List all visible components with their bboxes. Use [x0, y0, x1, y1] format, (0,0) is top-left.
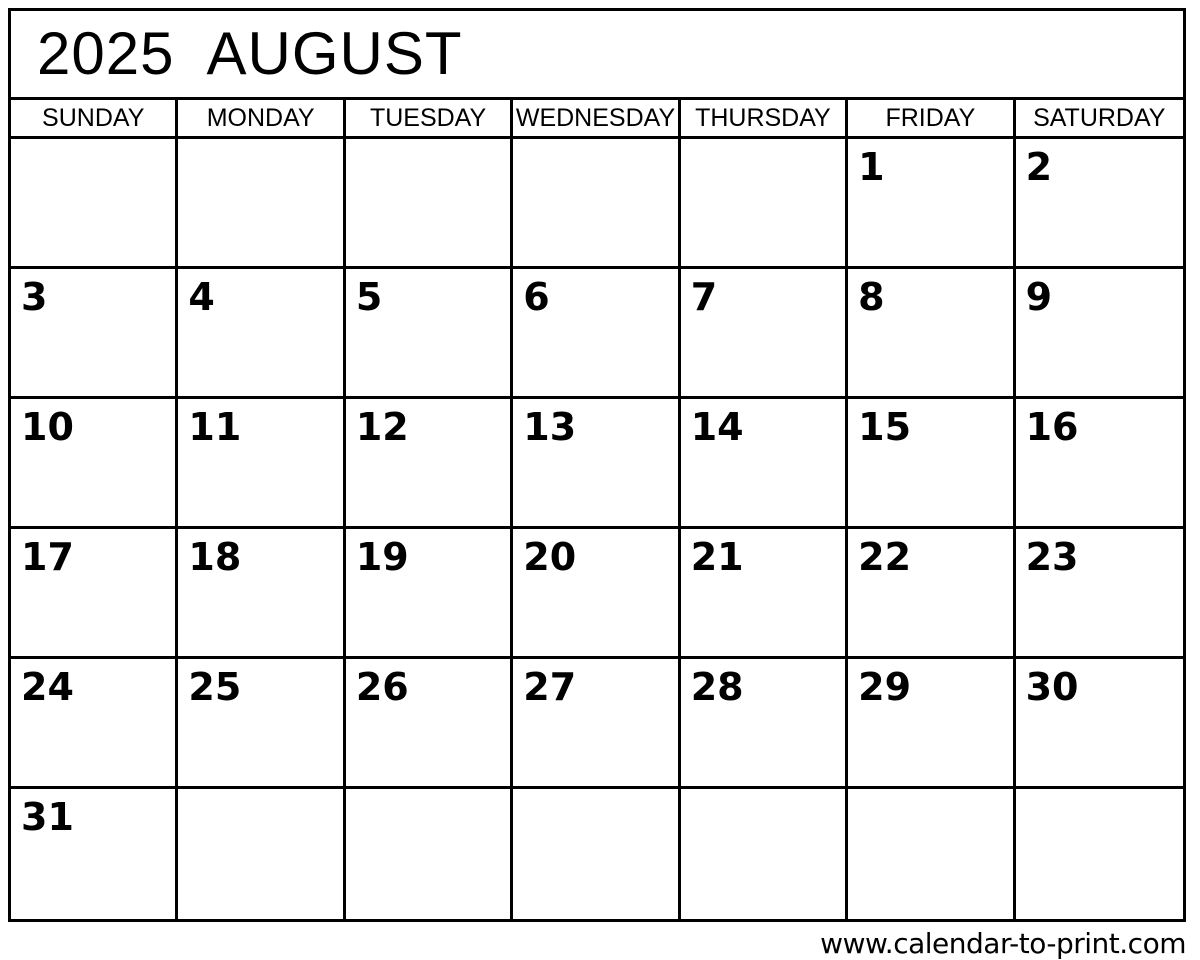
- day-cell[interactable]: [1016, 659, 1183, 786]
- website-url: www.calendar-to-print.com: [820, 927, 1186, 960]
- day-number: 16: [1025, 405, 1079, 449]
- day-number: 18: [188, 535, 242, 579]
- day-number: 17: [21, 535, 74, 579]
- day-cell[interactable]: [178, 789, 345, 919]
- day-cell[interactable]: [178, 399, 345, 526]
- weekday-header-row: [11, 100, 1183, 139]
- day-number: 14: [690, 405, 744, 449]
- day-number: 15: [858, 405, 912, 449]
- day-number: 26: [355, 665, 409, 709]
- day-number: 30: [1025, 665, 1079, 709]
- calendar-week-row: [11, 789, 1183, 919]
- day-cell[interactable]: [11, 269, 178, 396]
- day-cell[interactable]: [1016, 399, 1183, 526]
- day-number: 24: [21, 665, 74, 709]
- day-cell[interactable]: [11, 139, 178, 266]
- day-cell[interactable]: [346, 789, 513, 919]
- day-number: 6: [523, 275, 550, 319]
- day-number: 9: [1025, 275, 1053, 319]
- day-cell[interactable]: [11, 789, 178, 919]
- day-number: 22: [858, 535, 912, 579]
- day-number: 3: [21, 275, 48, 319]
- calendar-weeks: [11, 139, 1183, 919]
- day-cell[interactable]: [848, 269, 1015, 396]
- weekday-saturday: SATURDAY: [1033, 103, 1166, 132]
- day-number: 10: [21, 405, 74, 449]
- day-cell[interactable]: [681, 139, 848, 266]
- weekday-friday: FRIDAY: [848, 100, 1015, 136]
- day-cell[interactable]: [11, 399, 178, 526]
- weekday-wednesday: WEDNESDAY: [513, 100, 680, 136]
- day-number: 1: [858, 145, 885, 189]
- day-cell[interactable]: [1016, 139, 1183, 266]
- day-cell[interactable]: [346, 659, 513, 786]
- day-cell[interactable]: [513, 139, 680, 266]
- day-cell[interactable]: [681, 269, 848, 396]
- calendar-week-row: [11, 659, 1183, 789]
- day-cell[interactable]: [848, 139, 1015, 266]
- day-number: 21: [690, 535, 744, 579]
- calendar-week-row: [11, 139, 1183, 269]
- weekday-sunday: SUNDAY: [11, 100, 178, 136]
- day-cell[interactable]: [681, 789, 848, 919]
- day-cell[interactable]: [513, 789, 680, 919]
- calendar-table: [8, 8, 1186, 922]
- day-cell[interactable]: [178, 529, 345, 656]
- day-cell[interactable]: [346, 399, 513, 526]
- day-cell[interactable]: [178, 659, 345, 786]
- day-number: 19: [355, 535, 409, 579]
- day-number: 13: [523, 405, 577, 449]
- day-number: 4: [188, 275, 215, 319]
- weekday-monday: MONDAY: [178, 100, 345, 136]
- calendar-week-row: [11, 529, 1183, 659]
- day-cell[interactable]: [681, 529, 848, 656]
- day-number: 28: [690, 665, 744, 709]
- day-number: 12: [355, 405, 409, 449]
- day-cell[interactable]: [346, 529, 513, 656]
- day-cell[interactable]: [1016, 269, 1183, 396]
- day-cell[interactable]: [346, 269, 513, 396]
- day-cell[interactable]: [11, 659, 178, 786]
- footer: [8, 922, 1186, 960]
- day-number: 25: [188, 665, 242, 709]
- day-cell[interactable]: [513, 529, 680, 656]
- day-cell[interactable]: [1016, 529, 1183, 656]
- weekday-tuesday: TUESDAY: [346, 100, 513, 136]
- day-number: 2: [1025, 145, 1053, 189]
- day-number: 5: [355, 275, 383, 319]
- day-cell[interactable]: [11, 529, 178, 656]
- day-cell[interactable]: [178, 139, 345, 266]
- day-cell[interactable]: [848, 789, 1015, 919]
- day-cell[interactable]: [848, 659, 1015, 786]
- day-cell[interactable]: [681, 659, 848, 786]
- day-cell[interactable]: [513, 269, 680, 396]
- day-number: 7: [690, 275, 718, 319]
- day-cell[interactable]: [1016, 789, 1183, 919]
- day-cell[interactable]: [346, 139, 513, 266]
- page-title: 2025 AUGUST: [37, 20, 463, 87]
- day-number: 8: [858, 275, 885, 319]
- calendar-week-row: [11, 269, 1183, 399]
- weekday-thursday: THURSDAY: [681, 100, 848, 136]
- day-number: 23: [1025, 535, 1079, 579]
- calendar-title-row: [11, 11, 1183, 100]
- day-cell[interactable]: [848, 399, 1015, 526]
- day-cell[interactable]: [848, 529, 1015, 656]
- day-number: 31: [21, 795, 74, 839]
- day-number: 27: [523, 665, 577, 709]
- day-number: 11: [188, 405, 242, 449]
- day-cell[interactable]: [681, 399, 848, 526]
- day-cell[interactable]: [513, 659, 680, 786]
- day-cell[interactable]: [513, 399, 680, 526]
- day-cell[interactable]: [178, 269, 345, 396]
- day-number: 29: [858, 665, 912, 709]
- day-number: 20: [523, 535, 577, 579]
- calendar-week-row: [11, 399, 1183, 529]
